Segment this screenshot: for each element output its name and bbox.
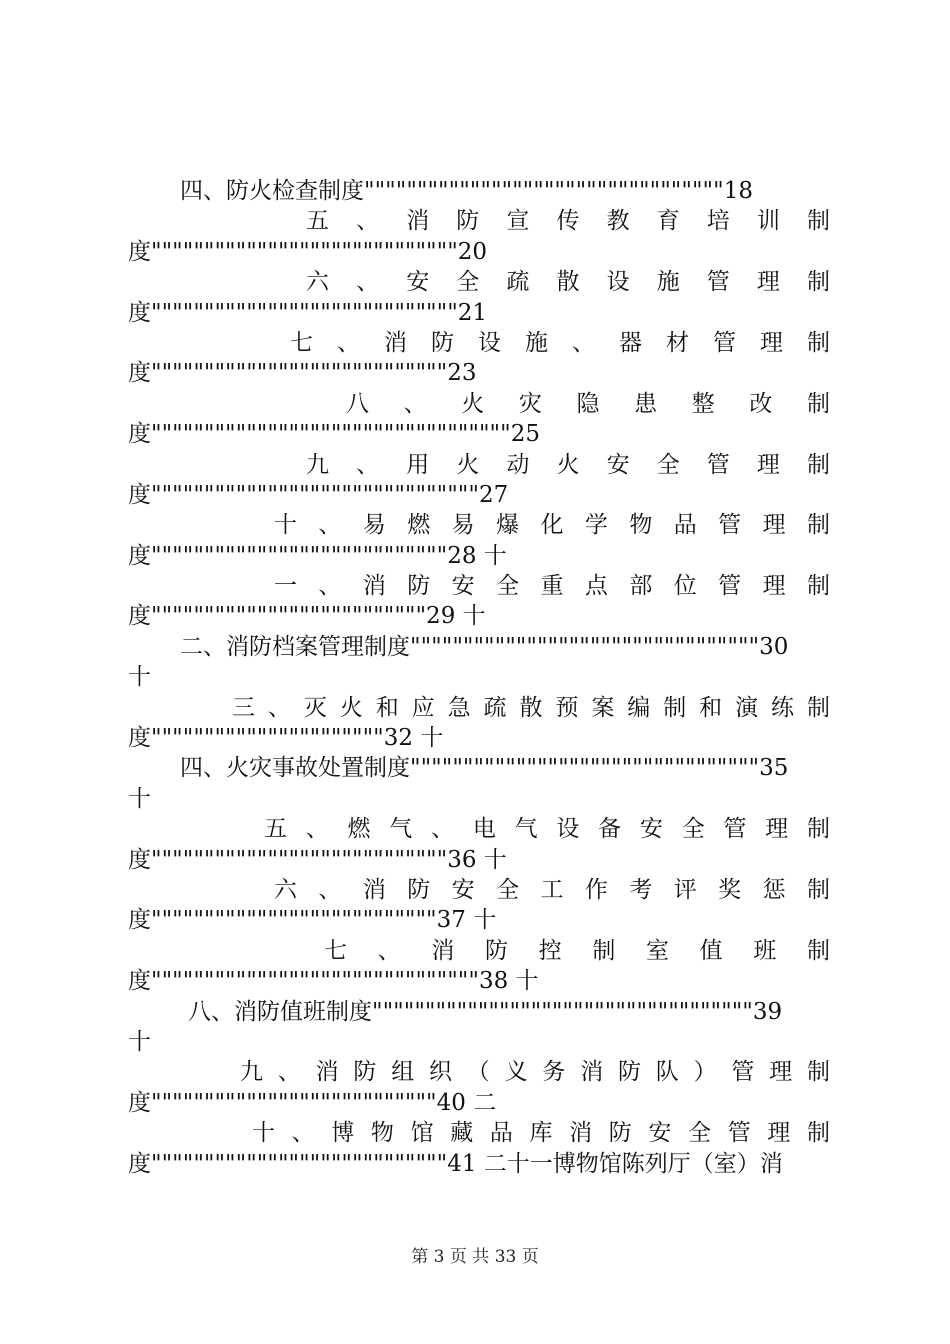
toc-line: 九 、 消 防 组 织 （ 义 务 消 防 队 ） 管 理 制 [240, 1059, 830, 1086]
toc-line: 八、消防值班制度""""""""""""""""""""""""""""""""""""39 [188, 998, 783, 1025]
toc-line: 度"""""""""""""""""""""""""""""20 [128, 238, 488, 265]
toc-line: 三 、 灭 火 和 应 急 疏 散 预 案 编 制 和 演 练 制 [232, 694, 830, 721]
toc-line: 度""""""""""""""""""""""""""""41 二十一博物馆陈列厅（室）消 [128, 1150, 783, 1177]
toc-line: 八 、 火 灾 隐 患 整 改 制 [346, 390, 830, 417]
toc-line: 九 、 用 火 动 火 安 全 管 理 制 [306, 451, 830, 478]
toc-line: 七 、 消 防 控 制 室 值 班 制 [324, 937, 830, 964]
toc-line: 度""""""""""""""""""""""32 十 [128, 725, 444, 752]
toc-line: 十 [128, 664, 151, 691]
toc-line: 六 、 消 防 安 全 工 作 考 评 奖 惩 制 [274, 876, 830, 903]
toc-line: 度"""""""""""""""""""""""""""""""38 十 [128, 968, 539, 995]
toc-line: 度"""""""""""""""""""""""""""37 十 [128, 907, 497, 934]
toc-line: 十 、 博 物 馆 藏 品 库 消 防 安 全 管 理 制 [252, 1120, 830, 1147]
toc-line: 五 、 燃 气 、 电 气 设 备 安 全 管 理 制 [264, 816, 830, 843]
toc-line: 度"""""""""""""""""""""""""""""""27 [128, 481, 509, 508]
toc-line: 四、火灾事故处置制度"""""""""""""""""""""""""""""""""35 [180, 755, 789, 782]
toc-line: 五 、 消 防 宣 传 教 育 培 训 制 [306, 208, 830, 235]
toc-line: 七 、 消 防 设 施 、 器 材 管 理 制 [290, 329, 830, 356]
toc-line: 度"""""""""""""""""""""""""""40 二 [128, 1089, 497, 1116]
toc-line: 度""""""""""""""""""""""""""""""""""25 [128, 421, 540, 448]
toc-line: 度""""""""""""""""""""""""""""28 十 [128, 542, 507, 569]
toc-line: 度""""""""""""""""""""""""""29 十 [128, 603, 486, 630]
toc-line: 六 、 安 全 疏 散 设 施 管 理 制 [306, 269, 830, 296]
toc-line: 十 [128, 785, 151, 812]
toc-line: 度"""""""""""""""""""""""""""""21 [128, 299, 488, 326]
toc-line: 十 [128, 1028, 151, 1055]
toc-line: 一 、 消 防 安 全 重 点 部 位 管 理 制 [274, 573, 830, 600]
table-of-contents [128, 176, 830, 1179]
toc-line: 四、防火检查制度""""""""""""""""""""""""""""""""""18 [180, 178, 753, 204]
toc-line: 十 、 易 燃 易 爆 化 学 物 品 管 理 制 [274, 512, 830, 539]
toc-line: 度""""""""""""""""""""""""""""23 [128, 360, 477, 387]
toc-line: 度""""""""""""""""""""""""""""36 十 [128, 846, 507, 873]
toc-line: 二、消防档案管理制度"""""""""""""""""""""""""""""""""30 [180, 633, 789, 660]
page-number-footer: 第 3 页 共 33 页 [411, 1247, 539, 1267]
